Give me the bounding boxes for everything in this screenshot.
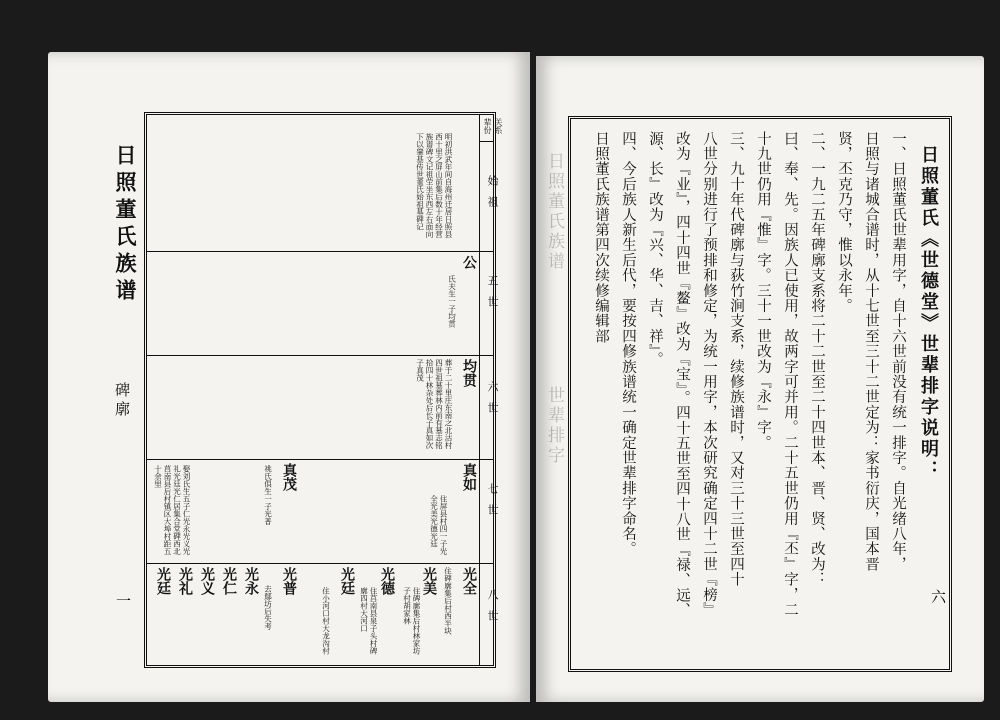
person-name: 光德	[379, 567, 395, 595]
body-column: 改为『业』，四十四世『鳌』改为『宝』。四十五世至四十八世『禄、远、	[674, 131, 690, 619]
person-name: 光普	[281, 567, 297, 595]
person-name: 光全	[461, 567, 477, 595]
person-name: 光廷	[339, 567, 355, 595]
lineage-note: 明初洪武年间自海州迁居日照县西十里之屏山前集后数十年经营族谱碑文记祖茔坐东西左右面向下以肇基传世董氏始祖墓碑记	[415, 133, 453, 238]
lineage-note: 葬于二十里庄东南之北沽村四世祖墓葬林内前有墓志铭拾四十林杂处后长子真如次子真茂	[415, 359, 453, 449]
person-name: 均贯	[461, 359, 477, 387]
body-column: 贤，丕克乃守，惟以永年。	[836, 131, 852, 314]
person-name: 真茂	[281, 463, 297, 491]
body-column: 十九世仍用『惟』字。三十一世改为『永』字。	[755, 131, 771, 451]
lineage-note: 祧氏俱生一子光普	[263, 465, 273, 525]
body-column: 日照董氏族谱第四次续修编辑部	[593, 131, 609, 344]
generation-label: 七世	[486, 483, 499, 525]
person-name: 光永	[243, 567, 259, 595]
generation-characters-frame	[568, 116, 952, 672]
person-name: 光廷	[155, 567, 171, 595]
body-column: 曰、奉、先。因族人已使用，故两字可并用。二十五世仍用『丕』字，二	[782, 131, 798, 618]
bleed-through-section-label: 世辈排字	[544, 386, 564, 466]
lineage-note: 娶刘氏生五子仁光永光义光礼光廷光仁居集合堂碑西北莒南县后村镇区大埠村距五十余里	[153, 465, 191, 555]
left-section-label: 碑廓	[113, 382, 131, 420]
body-column: 一、日照董氏世辈用字，自十六世前没有统一排字。自光绪八年，	[890, 131, 906, 572]
right-page	[536, 56, 984, 702]
lineage-note: 住屏县村四一子光全光美光德光廷	[429, 495, 448, 555]
lineage-table	[144, 112, 503, 668]
left-page	[48, 52, 530, 702]
body-column: 八世分别进行了预排和修定，为统一用字，本次研究确定四十二世『榜』	[701, 131, 717, 618]
person-name: 光仁	[221, 567, 237, 595]
person-name: 光义	[199, 567, 215, 595]
left-running-title: 日照董氏族谱	[113, 144, 138, 306]
body-column: 日照与诸城合谱时，从十七世至三十二世定为：家书衍庆，国本晋	[863, 131, 879, 572]
generation-label: 五世	[486, 275, 499, 317]
residence-note: 去鄢坊后失考	[263, 585, 273, 630]
person-name: 光礼	[177, 567, 193, 595]
right-page-number: 六	[930, 588, 946, 606]
bleed-through-running-title: 日照董氏族谱	[544, 152, 564, 272]
body-column: 三、九十年代碑廓与荻竹涧支系，续修族谱时，又对三十三世至四十	[728, 131, 744, 587]
person-name: 公	[461, 255, 477, 269]
residence-note: 住莒南县泉子头村碑廓四村大河口	[359, 587, 378, 655]
body-column: 二、一九二五年碑廓支系将二十二世至二十四世本、晋、贤、改为：	[809, 131, 825, 587]
person-name: 光美	[421, 567, 437, 595]
generation-label: 始祖	[486, 175, 499, 217]
body-column: 四、今后族人新生后代，要按四修族谱统一确定世辈排字命名。	[620, 131, 636, 557]
table-header-label: 关系 辈份	[483, 118, 503, 134]
residence-note: 住碑廓集后村西半块	[443, 567, 453, 635]
body-column: 源、长』改为『兴、华、吉、祥』。	[647, 131, 663, 367]
lineage-note: 氏夫生一子均贯	[447, 275, 457, 328]
generation-label: 八世	[486, 589, 499, 631]
left-page-number: 一	[116, 592, 132, 610]
residence-note: 住碑廓集后村林家坊子村胡家林	[402, 587, 421, 655]
generation-characters-heading: 日照董氏《世德堂》世辈排字说明：	[918, 145, 939, 481]
generation-label: 六世	[486, 381, 499, 423]
residence-note: 住小河口村大龙沟村	[321, 587, 331, 655]
person-name: 真如	[461, 463, 477, 491]
